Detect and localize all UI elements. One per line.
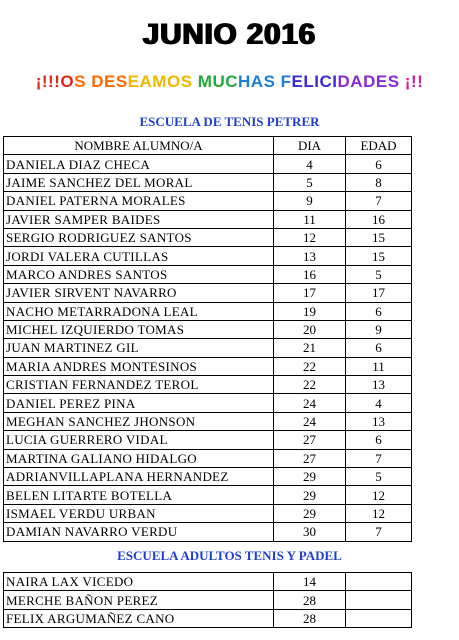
cell-name: CRISTIAN FERNANDEZ TEROL xyxy=(4,376,274,394)
cell-age: 15 xyxy=(346,228,412,246)
table-row xyxy=(4,339,412,357)
school-heading-adults: ESCUELA ADULTOS TENIS Y PADEL xyxy=(117,548,342,563)
cell-age: 16 xyxy=(346,210,412,228)
page-title: JUNIO 2016 xyxy=(142,18,317,51)
cell-name: ADRIANVILLAPLANA HERNANDEZ xyxy=(4,468,274,486)
cell-age: 7 xyxy=(346,192,412,210)
cell-age: 11 xyxy=(346,357,412,375)
cell-name: SERGIO RODRIGUEZ SANTOS xyxy=(4,228,274,246)
table-row xyxy=(4,302,412,320)
cell-day: 29 xyxy=(274,486,346,504)
cell-day: 22 xyxy=(274,376,346,394)
cell-day: 27 xyxy=(274,431,346,449)
cell-day: 22 xyxy=(274,357,346,375)
cell-age: 4 xyxy=(346,394,412,412)
table-row xyxy=(4,192,412,210)
cell-day: 24 xyxy=(274,412,346,430)
cell-age: 9 xyxy=(346,320,412,338)
cell-name: DANIELA DIAZ CHECA xyxy=(4,155,274,173)
cell-day: 30 xyxy=(274,523,346,541)
column-header-day: DIA xyxy=(274,137,346,155)
cell-name: FELIX ARGUMAÑEZ CANO xyxy=(4,609,274,627)
table-row xyxy=(4,228,412,246)
table-row xyxy=(4,357,412,375)
adults-table xyxy=(3,572,412,628)
column-header-age: EDAD xyxy=(346,137,412,155)
cell-age: 15 xyxy=(346,247,412,265)
cell-day: 20 xyxy=(274,320,346,338)
cell-day: 13 xyxy=(274,247,346,265)
cell-age xyxy=(346,609,412,627)
cell-name: MARIA ANDRES MONTESINOS xyxy=(4,357,274,375)
cell-name: NAIRA LAX VICEDO xyxy=(4,573,274,591)
table-row xyxy=(4,265,412,283)
cell-day: 16 xyxy=(274,265,346,283)
cell-name: DAMIAN NAVARRO VERDU xyxy=(4,523,274,541)
cell-age: 6 xyxy=(346,339,412,357)
cell-name: ISMAEL VERDU URBAN xyxy=(4,504,274,522)
cell-age: 12 xyxy=(346,486,412,504)
cell-day: 11 xyxy=(274,210,346,228)
cell-name: JORDI VALERA CUTILLAS xyxy=(4,247,274,265)
cell-day: 21 xyxy=(274,339,346,357)
cell-day: 28 xyxy=(274,591,346,609)
cell-age: 5 xyxy=(346,468,412,486)
cell-name: DANIEL PEREZ PINA xyxy=(4,394,274,412)
table-row xyxy=(4,504,412,522)
cell-name: LUCIA GUERRERO VIDAL xyxy=(4,431,274,449)
cell-name: DANIEL PATERNA MORALES xyxy=(4,192,274,210)
cell-age xyxy=(346,591,412,609)
cell-day: 14 xyxy=(274,573,346,591)
table-row xyxy=(4,210,412,228)
cell-day: 29 xyxy=(274,468,346,486)
cell-day: 29 xyxy=(274,504,346,522)
cell-name: MERCHE BAÑON PEREZ xyxy=(4,591,274,609)
table-row xyxy=(4,431,412,449)
cell-name: JAVIER SIRVENT NAVARRO xyxy=(4,284,274,302)
cell-day: 24 xyxy=(274,394,346,412)
cell-age: 13 xyxy=(346,376,412,394)
cell-age: 12 xyxy=(346,504,412,522)
cell-day: 12 xyxy=(274,228,346,246)
cell-age: 7 xyxy=(346,523,412,541)
table-row xyxy=(4,609,412,627)
cell-name: NACHO METARRADONA LEAL xyxy=(4,302,274,320)
cell-day: 9 xyxy=(274,192,346,210)
table-row xyxy=(4,486,412,504)
cell-age: 6 xyxy=(346,302,412,320)
table-row xyxy=(4,468,412,486)
table-header-row xyxy=(4,137,412,155)
cell-age: 7 xyxy=(346,449,412,467)
greeting-banner: ¡!!!OS DESEAMOS MUCHAS FELICIDADES ¡!! xyxy=(35,72,424,91)
cell-name: MICHEL IZQUIERDO TOMAS xyxy=(4,320,274,338)
table-row xyxy=(4,573,412,591)
cell-age: 5 xyxy=(346,265,412,283)
cell-name: JAVIER SAMPER BAIDES xyxy=(4,210,274,228)
column-header-name: NOMBRE ALUMNO/A xyxy=(4,137,274,155)
cell-age: 17 xyxy=(346,284,412,302)
cell-name: JUAN MARTINEZ GIL xyxy=(4,339,274,357)
table-row xyxy=(4,449,412,467)
cell-age: 6 xyxy=(346,155,412,173)
cell-name: MEGHAN SANCHEZ JHONSON xyxy=(4,412,274,430)
cell-day: 28 xyxy=(274,609,346,627)
cell-name: MARTINA GALIANO HIDALGO xyxy=(4,449,274,467)
table-row xyxy=(4,591,412,609)
table-row xyxy=(4,155,412,173)
cell-name: JAIME SANCHEZ DEL MORAL xyxy=(4,173,274,191)
cell-name: BELEN LITARTE BOTELLA xyxy=(4,486,274,504)
table-row xyxy=(4,412,412,430)
cell-day: 19 xyxy=(274,302,346,320)
cell-age: 8 xyxy=(346,173,412,191)
cell-age xyxy=(346,573,412,591)
cell-day: 5 xyxy=(274,173,346,191)
cell-day: 27 xyxy=(274,449,346,467)
cell-day: 4 xyxy=(274,155,346,173)
cell-day: 17 xyxy=(274,284,346,302)
table-row xyxy=(4,284,412,302)
cell-name: MARCO ANDRES SANTOS xyxy=(4,265,274,283)
students-table xyxy=(3,136,412,542)
table-row xyxy=(4,247,412,265)
table-row xyxy=(4,394,412,412)
school-heading-petrer: ESCUELA DE TENIS PETRER xyxy=(139,114,320,129)
table-row xyxy=(4,320,412,338)
table-row xyxy=(4,173,412,191)
cell-age: 13 xyxy=(346,412,412,430)
table-row xyxy=(4,376,412,394)
table-row xyxy=(4,523,412,541)
cell-age: 6 xyxy=(346,431,412,449)
